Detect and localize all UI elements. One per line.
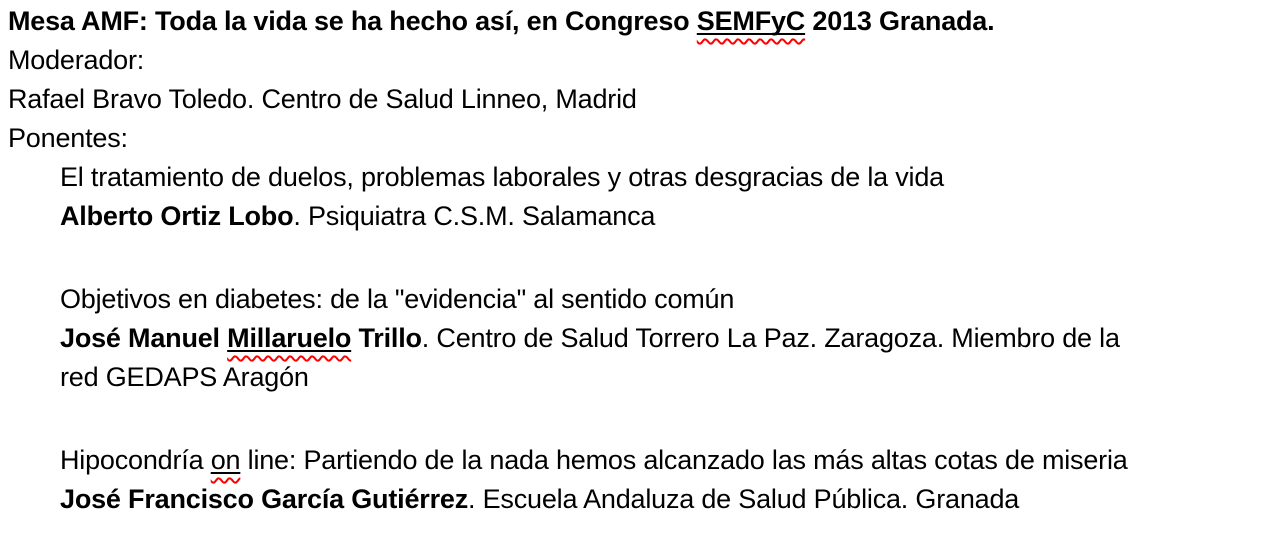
session-3-speaker xyxy=(8,480,1281,519)
text-segment: . Centro de Salud Torrero La Paz. Zaragoza. Miembro de la xyxy=(421,323,1120,353)
doc-title xyxy=(8,2,1281,41)
spellcheck-squiggle: Millaruelo xyxy=(227,323,352,353)
text-segment: red GEDAPS Aragón xyxy=(60,362,309,392)
misspelled-word xyxy=(697,6,805,36)
text-segment: . Escuela Andaluza de Salud Pública. Granada xyxy=(468,484,1020,514)
session-2-speaker xyxy=(8,319,1281,358)
spacer xyxy=(8,397,1281,441)
text-segment: Objetivos en diabetes: de la "evidencia" al sentido común xyxy=(60,284,735,314)
text-segment: Alberto Ortiz Lobo xyxy=(60,201,294,231)
text-segment: José Francisco García Gutiérrez xyxy=(60,484,468,514)
spellcheck-squiggle: on xyxy=(210,445,241,475)
session-1-title xyxy=(8,158,1281,197)
session-2-title xyxy=(8,280,1281,319)
text-segment: . Psiquiatra C.S.M. Salamanca xyxy=(293,201,656,231)
session-2-speaker-wrap xyxy=(8,358,1281,397)
spacer xyxy=(8,236,1281,280)
misspelled-word xyxy=(211,445,241,475)
text-segment: El tratamiento de duelos, problemas laborales y otras desgracias de la vida xyxy=(60,162,944,192)
text-segment: Ponentes: xyxy=(8,123,128,153)
spellcheck-squiggle: SEMFyC xyxy=(696,6,806,36)
text-segment: José Manuel xyxy=(60,323,228,353)
text-segment: Moderador: xyxy=(8,45,145,75)
moderator-name xyxy=(8,80,1281,119)
text-segment: Rafael Bravo Toledo. Centro de Salud Linneo, Madrid xyxy=(8,84,637,114)
session-1-speaker xyxy=(8,197,1281,236)
text-segment: line: Partiendo de la nada hemos alcanzado las más altas cotas de miseria xyxy=(240,445,1128,475)
session-3-title xyxy=(8,441,1281,480)
text-segment: Mesa AMF: Toda la vida se ha hecho así, en Congreso xyxy=(8,6,697,36)
moderator-label xyxy=(8,41,1281,80)
text-segment: Trillo xyxy=(351,323,422,353)
speakers-label xyxy=(8,119,1281,158)
text-segment: Hipocondría xyxy=(60,445,211,475)
misspelled-word xyxy=(227,323,351,353)
text-segment: 2013 Granada. xyxy=(805,6,995,36)
